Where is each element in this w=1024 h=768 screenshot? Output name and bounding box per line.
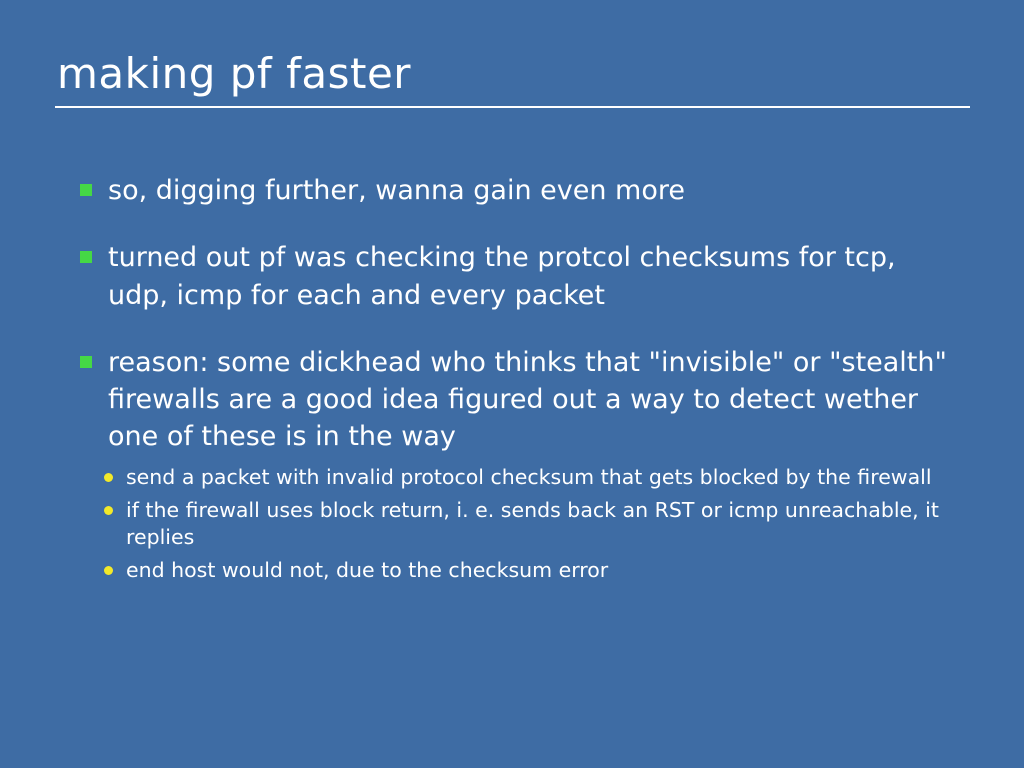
sub-bullet-text: end host would not, due to the checksum error <box>126 557 609 582</box>
page-title: making pf faster <box>57 49 412 98</box>
bullet-item <box>78 344 958 456</box>
sub-bullet-item <box>102 464 958 491</box>
bullet-text: reason: some dickhead who thinks that "invisible" or "stealth" firewalls are a good idea figured out a way to detect wether one of these is in the way <box>108 346 947 453</box>
sub-bullet-text: if the firewall uses block return, i. e. sends back an RST or icmp unreachable, it replies <box>126 497 939 549</box>
bullet-item <box>78 239 958 314</box>
square-bullet-icon <box>80 356 92 368</box>
bullet-item <box>78 172 958 209</box>
bullet-text: turned out pf was checking the protcol checksums for tcp, udp, icmp for each and every packet <box>108 242 896 311</box>
dot-bullet-icon <box>104 506 113 515</box>
sub-bullet-text: send a packet with invalid protocol checksum that gets blocked by the firewall <box>126 464 932 489</box>
dot-bullet-icon <box>104 473 113 482</box>
square-bullet-icon <box>80 251 92 263</box>
bullet-text: so, digging further, wanna gain even more <box>108 175 685 206</box>
sub-bullet-item <box>102 497 958 551</box>
slide-body <box>78 172 958 590</box>
sub-bullet-item <box>102 557 958 584</box>
sub-bullet-list <box>102 464 958 584</box>
title-divider <box>55 106 970 108</box>
square-bullet-icon <box>80 184 92 196</box>
title-block <box>55 49 970 108</box>
dot-bullet-icon <box>104 566 113 575</box>
